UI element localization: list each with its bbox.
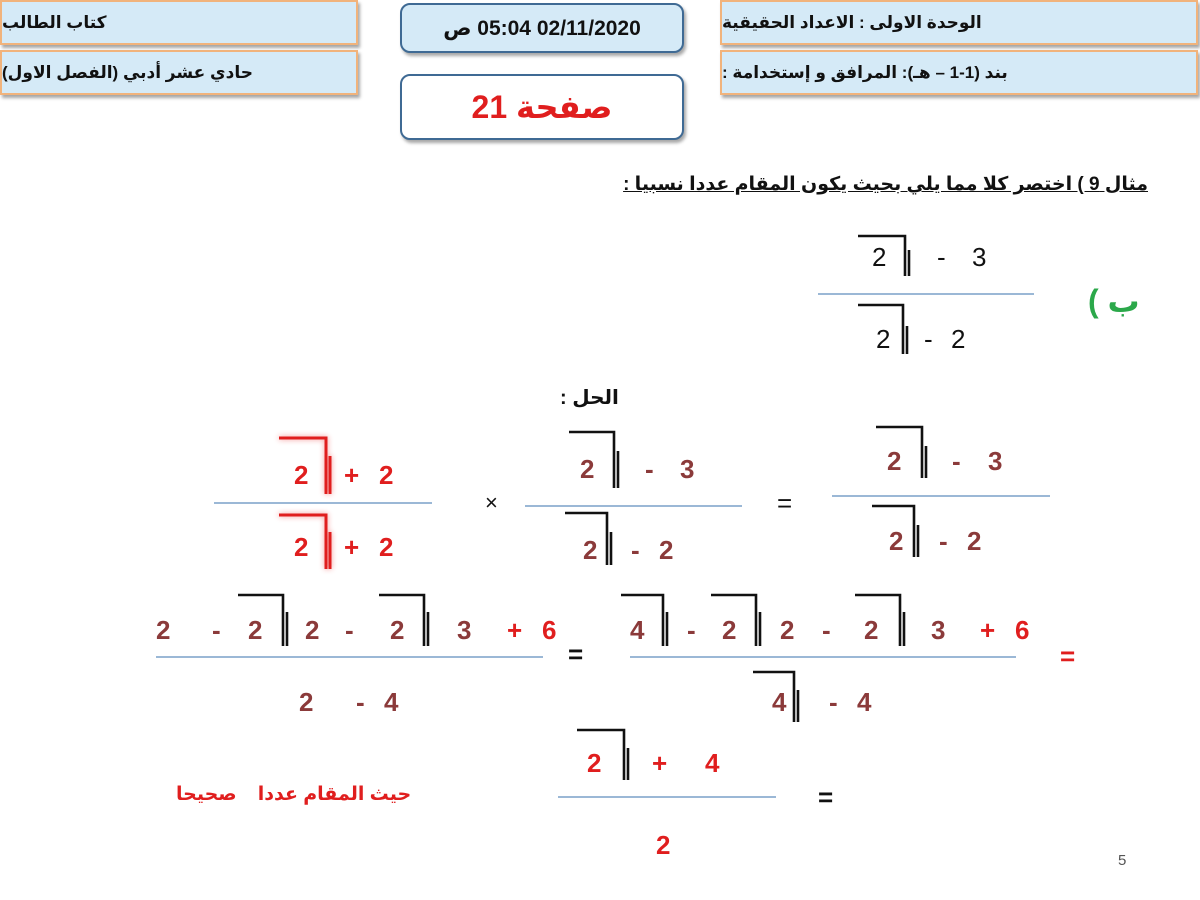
step3-num-term: 4 xyxy=(705,748,720,778)
step2-right-den-term: - xyxy=(829,687,838,717)
example-num-op: - xyxy=(937,242,946,272)
step2-left-den-term: - xyxy=(356,687,365,717)
step2-left-den-term: 4 xyxy=(384,687,399,717)
step1-f1-num-root: 2 xyxy=(580,454,595,484)
step2-right-num-term: 6 xyxy=(1015,615,1030,645)
step2-left-num-term: 2 xyxy=(156,615,171,645)
step1-f2-num-root: 2 xyxy=(294,460,309,490)
step2-right-num-term: 3 xyxy=(931,615,946,645)
step2-right-num-term: - xyxy=(687,615,696,645)
example-num-a: 3 xyxy=(972,242,987,272)
step1-f2-den-a: 2 xyxy=(379,532,394,562)
radical-sign xyxy=(238,595,287,646)
step2-left-num-term: 3 xyxy=(457,615,472,645)
step1-lhs-num-op: - xyxy=(952,446,961,476)
step1-f2-num-op: + xyxy=(344,460,360,490)
step2-right-num-term: 2 xyxy=(864,615,879,645)
page-number: صفحة 21 xyxy=(471,89,613,125)
step1-f1-num-a: 3 xyxy=(680,454,695,484)
book-label: كتاب الطالب xyxy=(2,12,107,32)
example-den-root: 2 xyxy=(876,324,891,354)
step2-right-den-term: 4 xyxy=(772,687,787,717)
example-den-a: 2 xyxy=(951,324,966,354)
step1-equals: = xyxy=(777,488,793,518)
step3-equals: = xyxy=(818,782,834,812)
section-title: بند (1-1 – هـ): المرافق و إستخدامة : xyxy=(722,62,1008,82)
step2-left-num-term: 6 xyxy=(542,615,557,645)
step1-f1-den-root: 2 xyxy=(583,535,598,565)
step1-lhs-den-op: - xyxy=(939,526,948,556)
part-label: ب ) xyxy=(1088,283,1140,319)
radical-sign xyxy=(577,730,628,780)
slide-number: 5 xyxy=(1118,852,1127,869)
step1-f1-den-a: 2 xyxy=(659,535,674,565)
step2-left-num-term: 2 xyxy=(248,615,263,645)
step2-left-num-term: 2 xyxy=(390,615,405,645)
step2-left-num-term: 2 xyxy=(305,615,320,645)
step1-lhs-den-root: 2 xyxy=(889,526,904,556)
step1-lhs-den-a: 2 xyxy=(967,526,982,556)
example-title: مثال 9 ) اختصر كلا مما يلي بحيث يكون المقام عددا نسبيا : xyxy=(623,174,1148,195)
radical-sign xyxy=(855,595,904,646)
step3-num-term: + xyxy=(652,748,668,778)
step2-left-den-term: 2 xyxy=(299,687,314,717)
step2-left-num-term: - xyxy=(345,615,354,645)
grade-label: حادي عشر أدبي (الفصل الاول) xyxy=(2,62,253,82)
step1-lhs-num-root: 2 xyxy=(887,446,902,476)
step2-right-den-term: 4 xyxy=(857,687,872,717)
step3-reason: حيث المقام عددا صحيحا xyxy=(176,784,412,805)
step1-f2-num-a: 2 xyxy=(379,460,394,490)
step2-right-num-term: 2 xyxy=(780,615,795,645)
step2-right-num-term: + xyxy=(980,615,996,645)
step3-num-term: 2 xyxy=(587,748,602,778)
step1-times: × xyxy=(485,490,498,515)
unit-title: الوحدة الاولى : الاعداد الحقيقية xyxy=(722,12,982,32)
step1-f1-num-op: - xyxy=(645,454,654,484)
step2-equals-right: = xyxy=(1060,641,1076,671)
step1-f2-den-op: + xyxy=(344,532,360,562)
solution-label: الحل : xyxy=(560,387,619,409)
example-num-root: 2 xyxy=(872,242,887,272)
example-den-op: - xyxy=(924,324,933,354)
step1-f1-den-op: - xyxy=(631,535,640,565)
datetime: 02/11/2020 05:04 ص xyxy=(443,16,641,40)
step2-left-num-term: + xyxy=(507,615,523,645)
step2-right-num-term: - xyxy=(822,615,831,645)
step2-right-num-term: 4 xyxy=(630,615,645,645)
step2-left-num-term: - xyxy=(212,615,221,645)
step3-den: 2 xyxy=(656,830,671,860)
step1-f2-den-root: 2 xyxy=(294,532,309,562)
step1-lhs-num-a: 3 xyxy=(988,446,1003,476)
step2-right-num-term: 2 xyxy=(722,615,737,645)
step2-equals-left: = xyxy=(568,639,584,669)
